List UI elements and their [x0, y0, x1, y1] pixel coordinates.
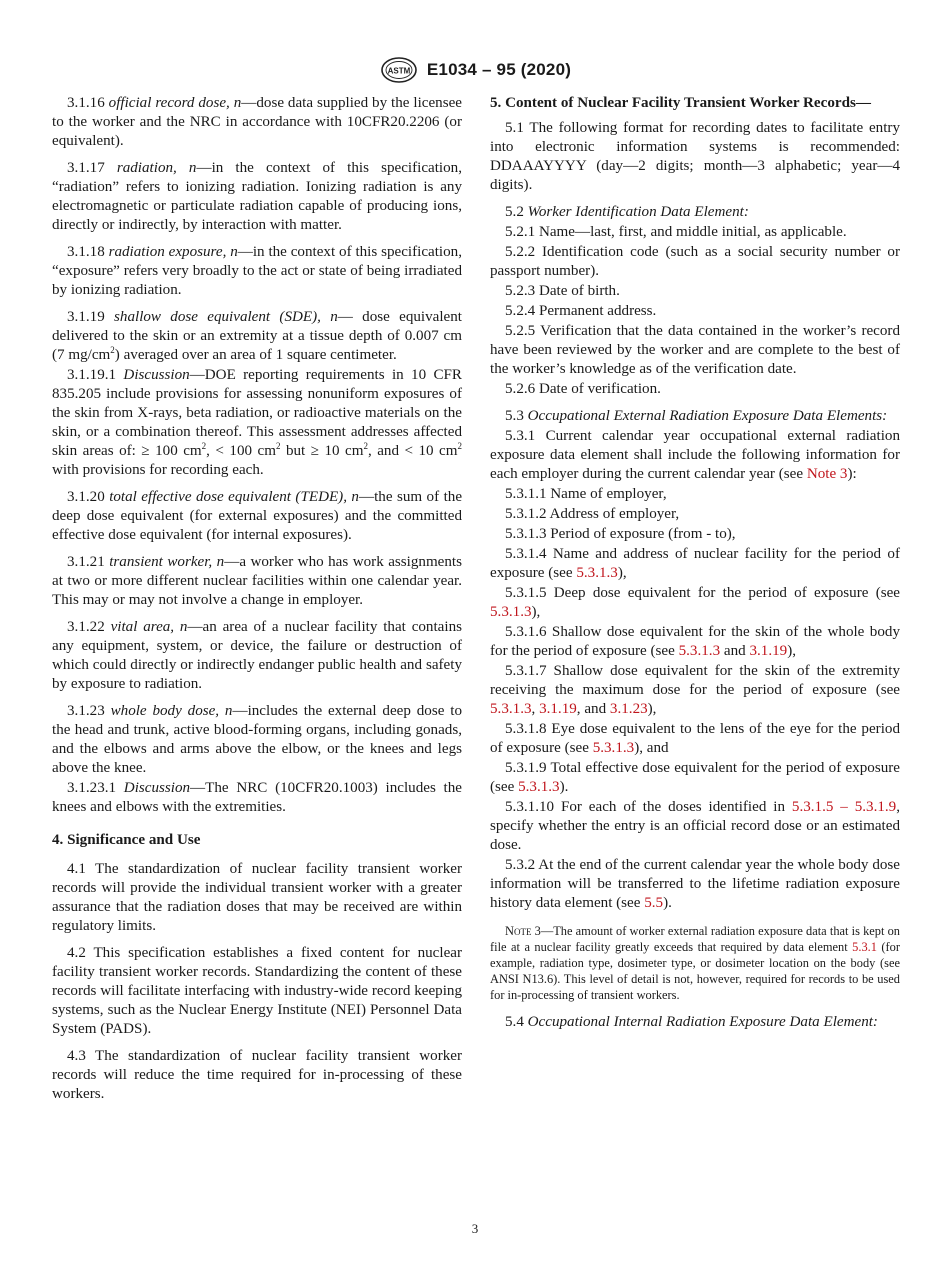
ref-5-3-1-link[interactable]: 5.3.1 [852, 940, 877, 954]
paragraph-4-1: 4.1 The standardization of nuclear facility transient worker records will provide the individual transient worker with a greater assurance that the radiation doses that may be received are within regulatory limits. [52, 861, 462, 934]
paragraph-5-2-6: 5.2.6 Date of verification. [505, 381, 661, 397]
paragraph-4-2: 4.2 This specification establishes a fixed content for nuclear facility transient worker records. Standardizing the content of these records will facilitate interfacing with industry-wide record keeping systems, such as the Nuclear Energy Institute (NEI) Personnel Data System (PADS). [52, 945, 462, 1037]
paragraph-5-3-1-6: 5.3.1.6 Shallow dose equivalent for the skin of the whole body for the period of exposure (see 5.3.1.3 and 3.1.19), [490, 624, 900, 659]
paragraph-5-3: 5.3 Occupational External Radiation Exposure Data Elements: [505, 408, 888, 424]
paragraph-5-3-1-5: 5.3.1.5 Deep dose equivalent for the period of exposure (see 5.3.1.3), [490, 585, 900, 620]
paragraph-5-3-1-8: 5.3.1.8 Eye dose equivalent to the lens of the eye for the period of exposure (see 5.3.1.3), and [490, 721, 900, 756]
paragraph-5-3-1-2: 5.3.1.2 Address of employer, [505, 506, 680, 522]
paragraph-3-1-18: 3.1.18 radiation exposure, n—in the context of this specification, “exposure” refers very broadly to the act or state of being irradiated by ionizing radiation. [52, 244, 462, 298]
paragraph-4-3: 4.3 The standardization of nuclear facility transient worker records will reduce the time required for in-processing of these workers. [52, 1048, 462, 1102]
paragraph-5-3-1-7: 5.3.1.7 Shallow dose equivalent for the skin of the extremity receiving the maximum dose for the period of exposure (see 5.3.1.3, 3.1.19, and 3.1.23), [490, 663, 900, 717]
ref-5-3-1-3-link[interactable]: 5.3.1.3 [490, 604, 532, 620]
standard-designation: E1034 – 95 (2020) [426, 60, 572, 79]
paragraph-3-1-20: 3.1.20 total effective dose equivalent (TEDE), n—the sum of the deep dose equivalent (for external exposures) and the committed effective dose equivalent (for internal exposures). [52, 489, 463, 543]
logo-text: ASTM [387, 66, 411, 76]
paragraph-3-1-17: 3.1.17 radiation, n—in the context of this specification, “radiation” refers to ionizing radiation. Ionizing radiation is any electromagnetic or particulate radiation capable of producing ions, directly or indirectly, by interaction with matter. [52, 160, 462, 233]
ref-3-1-19-link[interactable]: 3.1.19 [749, 643, 788, 659]
ref-note-3-link[interactable]: Note 3 [806, 466, 848, 482]
left-column [52, 94, 462, 1112]
paragraph-5-3-2: 5.3.2 At the end of the current calendar year the whole body dose information will be transferred to the lifetime radiation exposure history data element (see 5.5). [490, 857, 900, 911]
paragraph-5-2-4: 5.2.4 Permanent address. [505, 303, 657, 319]
paragraph-3-1-19: 3.1.19 shallow dose equivalent (SDE), n— dose equivalent delivered to the skin or an extremity at a tissue depth of 0.007 cm (7 $mg/cm^2$) averaged over an area of 1 square centimeter. [52, 309, 462, 363]
paragraph-5-3-1-9: 5.3.1.9 Total effective dose equivalent for the period of exposure (see 5.3.1.3). [490, 760, 900, 795]
paragraph-3-1-23: 3.1.23 whole body dose, n—includes the external deep dose to the head and trunk, active blood-forming organs, including gonads, and the elbows and arms above the elbow, or the knees and legs above the knee. [52, 703, 462, 776]
paragraph-5-2-5: 5.2.5 Verification that the data contained in the worker’s record have been reviewed by the worker and are complete to the best of the worker’s knowledge as of the verification date. [490, 323, 900, 377]
ref-5-3-1-5-to-5-3-1-9-link[interactable]: 5.3.1.5 – 5.3.1.9 [791, 799, 897, 815]
paragraph-3-1-21: 3.1.21 transient worker, n—a worker who has work assignments at two or more different nuclear facilities within one calendar year. This may or may not involve a change in employer. [52, 554, 462, 608]
right-column [490, 94, 900, 1040]
ref-5-3-1-3-link[interactable]: 5.3.1.3 [490, 701, 532, 717]
page-number: 3 [471, 1221, 479, 1236]
ref-5-3-1-3-link[interactable]: 5.3.1.3 [678, 643, 721, 659]
paragraph-3-1-22: 3.1.22 vital area, n—an area of a nuclear facility that contains any equipment, system, or device, the failure or destruction of which could directly or indirectly endanger public health and safety by exposure to radiation. [52, 619, 462, 692]
paragraph-5-3-1-10: 5.3.1.10 For each of the doses identified in 5.3.1.5 – 5.3.1.9, specify whether the entry is an official record dose or an estimated dose. [490, 799, 901, 853]
note-3: Note 3—The amount of worker external radiation exposure data that is kept on file at a nuclear facility greatly exceeds that required by data element 5.3.1 (for example, radiation type, dosimeter type, or dosimeter location on the body (see ANSI N13.6). This level of detail is not, however, required for records to be used for in-processing of transient workers. [490, 924, 901, 1002]
ref-3-1-23-link[interactable]: 3.1.23 [609, 701, 648, 717]
paragraph-5-2-1: 5.2.1 Name—last, first, and middle initial, as applicable. [505, 224, 847, 240]
paragraph-3-1-19-1: 3.1.19.1 Discussion—DOE reporting requirements in 10 CFR 835.205 include provisions for assessing nonuniform exposures of the skin from X-rays, beta radiation, or radioactive materials on the skin, or a combination thereof. This assessment addresses affected skin areas of: ≥ 100 $cm^2$, < 100 $cm^2$ but ≥ 10 $cm^2$, and < 10 $cm^2$ with provisions for recording each. [52, 367, 463, 478]
astm-logo-icon [379, 56, 419, 84]
paragraph-5-3-1-3: 5.3.1.3 Period of exposure (from - to), [505, 526, 736, 542]
section-5-heading: 5. Content of Nuclear Facility Transient Worker Records— [490, 95, 871, 111]
ref-3-1-19-link[interactable]: 3.1.19 [539, 701, 577, 717]
paragraph-5-3-1: 5.3.1 Current calendar year occupational external radiation exposure data element shall include the following information for each employer during the current calendar year (see Note 3): [490, 428, 900, 482]
page-header [0, 56, 950, 84]
paragraph-5-1: 5.1 The following format for recording dates to facilitate entry into electronic information systems is recommended: DDAAAYYYY (day—2 digits; month—3 alphabetic; year—4 digits). [490, 120, 900, 193]
paragraph-5-2-2: 5.2.2 Identification code (such as a social security number or passport number). [490, 244, 900, 279]
paragraph-5-2-3: 5.2.3 Date of birth. [505, 283, 620, 299]
paragraph-3-1-23-1: 3.1.23.1 Discussion—The NRC (10CFR20.1003) includes the knees and elbows with the extremities. [52, 780, 462, 815]
ref-5-3-1-3-link[interactable]: 5.3.1.3 [518, 779, 560, 795]
section-4-heading: 4. Significance and Use [52, 832, 201, 848]
ref-5-3-1-3-link[interactable]: 5.3.1.3 [576, 565, 618, 581]
paragraph-5-3-1-4: 5.3.1.4 Name and address of nuclear facility for the period of exposure (see 5.3.1.3), [490, 546, 900, 581]
ref-5-5-link[interactable]: 5.5 [644, 895, 664, 911]
paragraph-5-3-1-1: 5.3.1.1 Name of employer, [505, 486, 667, 502]
ref-5-3-1-3-link[interactable]: 5.3.1.3 [592, 740, 635, 756]
paragraph-5-4: 5.4 Occupational Internal Radiation Exposure Data Element: [505, 1014, 878, 1030]
paragraph-5-2: 5.2 Worker Identification Data Element: [505, 204, 749, 220]
paragraph-3-1-16: 3.1.16 official record dose, n—dose data supplied by the licensee to the worker and the NRC in accordance with 10CFR20.2206 (or equivalent). [52, 95, 462, 149]
